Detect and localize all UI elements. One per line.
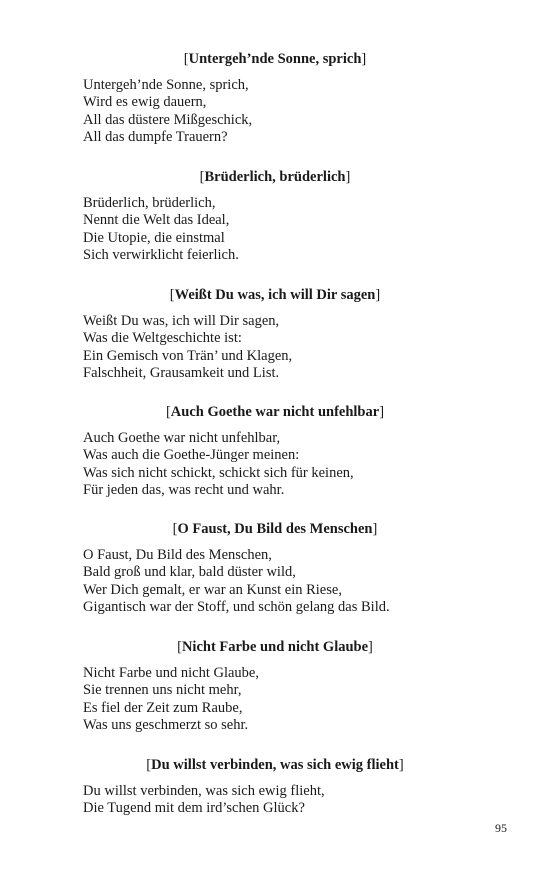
poem-title-text: O Faust, Du Bild des Menschen bbox=[177, 521, 373, 537]
poem-line: Die Utopie, die einstmal bbox=[83, 229, 225, 246]
poem-line: Sich verwirklicht feierlich. bbox=[83, 246, 239, 263]
poem-stanza bbox=[83, 195, 239, 264]
poem-line: Was uns geschmerzt so sehr. bbox=[83, 716, 249, 733]
poem-line: All das dumpfe Trauern? bbox=[83, 128, 228, 145]
poem-line: Was auch die Goethe-Jünger meinen: bbox=[83, 447, 300, 464]
poem-title-text: Weißt Du was, ich will Dir sagen bbox=[174, 287, 376, 303]
poem-line: Wer Dich gemalt, er war an Kunst ein Riese, bbox=[83, 581, 342, 598]
poem-title-text: Brüderlich, brüderlich bbox=[204, 169, 346, 185]
poem-title-text: Du willst verbinden, was sich ewig flieht bbox=[151, 757, 399, 773]
poem-line: Was sich nicht schickt, schickt sich für keinen, bbox=[83, 464, 354, 481]
poem-line: Ein Gemisch von Trän’ und Klagen, bbox=[83, 347, 293, 364]
poem-line: Gigantisch war der Stoff, und schön gelang das Bild. bbox=[83, 598, 390, 615]
poem-title: [O Faust, Du Bild des Menschen] bbox=[172, 521, 378, 537]
poem-line: Auch Goethe war nicht unfehlbar, bbox=[83, 430, 281, 446]
poem-line: Es fiel der Zeit zum Raube, bbox=[83, 699, 243, 716]
poem-line: Für jeden das, was recht und wahr. bbox=[83, 481, 285, 498]
poem-line: Brüderlich, brüderlich, bbox=[83, 195, 216, 211]
poem-title: [Du willst verbinden, was sich ewig flieht] bbox=[146, 757, 404, 773]
poem-line: Wird es ewig dauern, bbox=[83, 94, 207, 111]
poem-stanza bbox=[83, 430, 354, 499]
poem-title: [Auch Goethe war nicht unfehlbar] bbox=[165, 404, 385, 420]
poem-line: Weißt Du was, ich will Dir sagen, bbox=[83, 313, 280, 329]
poem-line: All das düstere Mißgeschick, bbox=[83, 111, 253, 128]
poem-line: Du willst verbinden, was sich ewig flieht, bbox=[83, 783, 325, 799]
poem-line: Untergeh’nde Sonne, sprich, bbox=[83, 77, 249, 93]
poem-stanza bbox=[83, 313, 292, 382]
poem-line: Bald groß und klar, bald düster wild, bbox=[83, 564, 296, 581]
poem-stanza bbox=[83, 77, 252, 146]
poem-title: [Nicht Farbe und nicht Glaube] bbox=[177, 639, 373, 655]
poem-stanza bbox=[83, 783, 325, 818]
poem-title: [Weißt Du was, ich will Dir sagen] bbox=[169, 287, 381, 303]
poem-line: O Faust, Du Bild des Menschen, bbox=[83, 547, 272, 563]
page-number: 95 bbox=[495, 821, 507, 835]
poem-line: Die Tugend mit dem ird’schen Glück? bbox=[83, 800, 305, 817]
poem-stanza bbox=[83, 547, 390, 616]
poem-line: Nennt die Welt das Ideal, bbox=[83, 212, 230, 229]
poem-stanza bbox=[83, 665, 259, 734]
poem-line: Was die Weltgeschichte ist: bbox=[83, 330, 242, 347]
poem-line: Falschheit, Grausamkeit und List. bbox=[83, 364, 280, 381]
poem-title-text: Auch Goethe war nicht unfehlbar bbox=[170, 404, 380, 420]
poem-line: Sie trennen uns nicht mehr, bbox=[83, 682, 242, 699]
poem-title: [Untergeh’nde Sonne, sprich] bbox=[183, 51, 367, 67]
poem-title-text: Untergeh’nde Sonne, sprich bbox=[188, 51, 362, 67]
poem-title: [Brüderlich, brüderlich] bbox=[199, 169, 351, 185]
poem-title-text: Nicht Farbe und nicht Glaube bbox=[181, 639, 369, 655]
poem-line: Nicht Farbe und nicht Glaube, bbox=[83, 665, 259, 681]
